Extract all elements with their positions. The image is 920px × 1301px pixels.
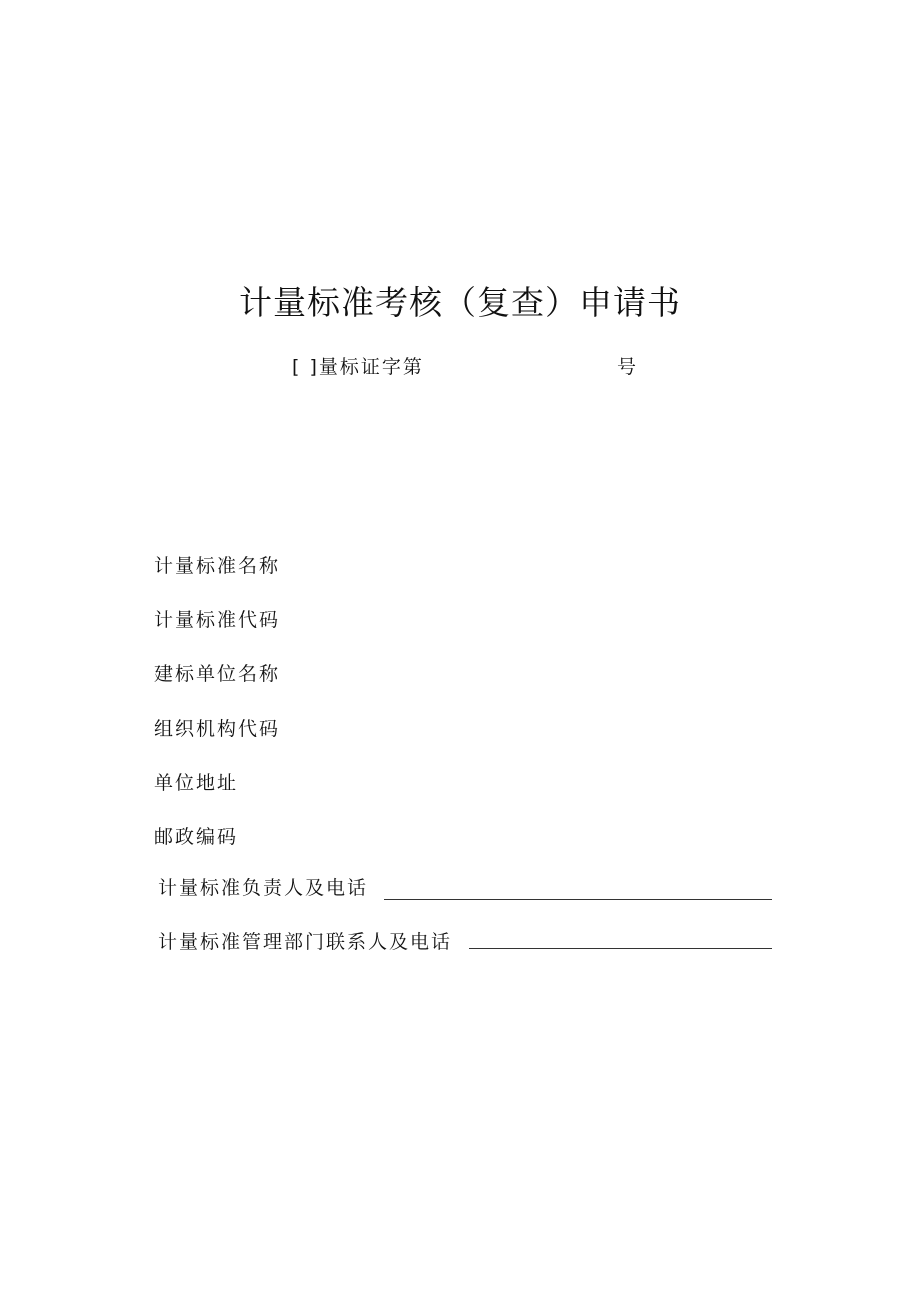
document-title: 计量标准考核（复查）申请书	[239, 283, 681, 322]
certificate-number-prefix: [ ]量标证字第	[292, 356, 424, 378]
certificate-number-suffix: 号	[617, 356, 637, 378]
department-contact-blank	[469, 948, 772, 949]
field-organization-code: 组织机构代码	[154, 718, 281, 740]
field-postal-code: 邮政编码	[154, 826, 239, 848]
field-department-contact: 计量标准管理部门联系人及电话	[158, 931, 453, 953]
field-unit-address: 单位地址	[154, 772, 239, 794]
field-unit-name: 建标单位名称	[154, 663, 281, 685]
responsible-person-blank	[384, 899, 772, 900]
field-standard-name: 计量标准名称	[154, 555, 281, 577]
field-standard-code: 计量标准代码	[154, 609, 281, 631]
field-responsible-person: 计量标准负责人及电话	[158, 877, 369, 899]
